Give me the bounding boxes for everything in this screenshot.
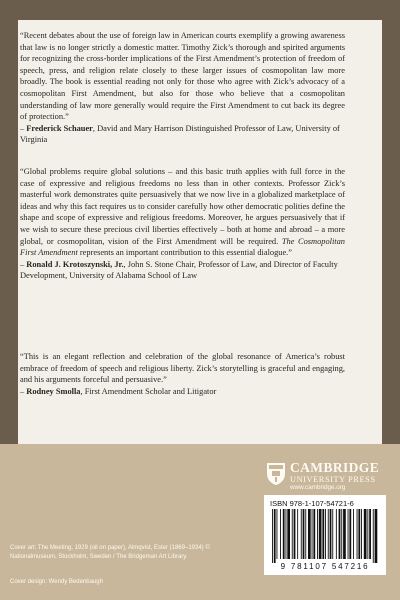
- barcode-digits: 9 781107 547216: [280, 562, 370, 571]
- quote-attribution: – Rodney Smolla, First Amendment Scholar and Litigator: [20, 386, 217, 396]
- quote-text: “Recent debates about the use of foreign law in American courts exemplify a growing awareness that law is no longer strictly a domestic matter. Timothy Zick’s thorough and spirited arguments for recognizing the cross-border implications of the First Amendment’s protection of freedom of speech, press, and religion relate closely to these larger issues of cosmopolitan law more broadly. The book is essential reading not only for those who agree with Zick’s advocacy of a cosmopolitan First Amendment, but also for those who believe that a cosmopolitan understanding of law more generally would require the First Amendment to cut back its degree of protection.”: [20, 31, 345, 122]
- barcode-block: [264, 495, 386, 575]
- quote-smolla: [20, 351, 345, 397]
- cover-design-credit: Cover design: Wendy Bedenbaugh: [10, 579, 103, 585]
- quote-attribution: – Frederick Schauer, David and Mary Harrison Distinguished Professor of Law, University of Virginia: [20, 123, 340, 145]
- quote-affiliation: , John S. Stone Chair, Professor of Law, and Director of Faculty Development, University of Alabama School of Law: [20, 259, 338, 281]
- quote-krotoszynski: [20, 166, 345, 282]
- cambridge-shield-icon: [266, 462, 286, 486]
- cover-art-credit: Cover art: The Meeting, 1929 (oil on paper), Almqvist, Ester (1869–1934) © Nationalmuseum, Stockholm, Sweden / The Bridgeman Art Library.: [10, 545, 210, 560]
- publisher-name: CAMBRIDGE: [290, 460, 380, 475]
- quote-schauer: [20, 30, 345, 146]
- barcode: [270, 509, 380, 563]
- quote-attribution: – Ronald J. Krotoszynski, Jr., John S. Stone Chair, Professor of Law, and Director of Faculty Development, University of Alabama School of Law: [20, 259, 338, 281]
- isbn-label: ISBN 978-1-107-54721-6: [270, 499, 354, 508]
- publisher-press: UNIVERSITY PRESS: [290, 475, 376, 484]
- quote-affiliation: , First Amendment Scholar and Litigator: [80, 386, 217, 396]
- publisher-logo: [290, 461, 386, 492]
- quote-author: Frederick Schauer: [26, 123, 93, 133]
- quote-text: “Global problems require global solutions – and this basic truth applies with full force in the case of expressive and religious freedoms no less than in other contexts. Professor Zick’s masterful work demonstrates quite persuasively that we now live in a globalized marketplace of ideas and why this fact requires us to consider carefully how other democratic polities define the shape and scope of expressive and religious freedoms. Moreover, he argues persuasively that if we wish to secure these precious civil liberties effectively – both at home and abroad – a more global, or cosmopolitan, vision of the First Amendment will be required. The Cosmopolitan First Amendment represents an important contribution to this essential dialogue.”: [20, 167, 345, 258]
- quote-author: Rodney Smolla: [26, 386, 81, 396]
- quote-author: Ronald J. Krotoszynski, Jr.: [26, 259, 124, 269]
- quote-affiliation: , David and Mary Harrison Distinguished Professor of Law, University of Virginia: [20, 123, 340, 145]
- book-title: The Cosmopolitan First Amendment: [20, 236, 345, 258]
- publisher-url: www.cambridge.org: [290, 484, 346, 491]
- quote-text: “This is an elegant reflection and celebration of the global resonance of America’s robust embrace of freedom of speech and religious liberty. Zick’s storytelling is graceful and engaging, and his arguments forceful and persuasive.”: [20, 352, 345, 385]
